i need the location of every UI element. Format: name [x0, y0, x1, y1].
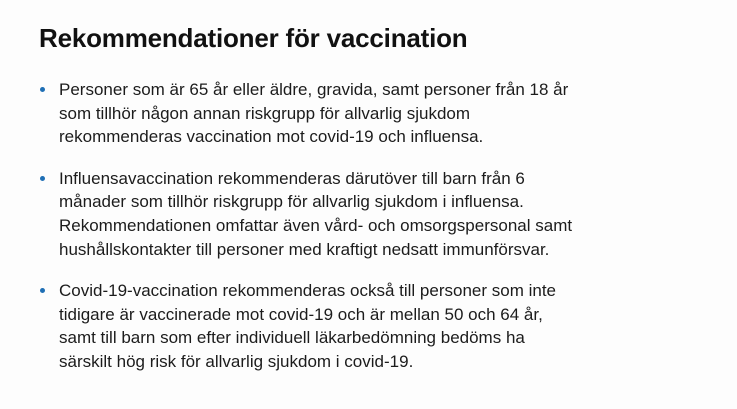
bullet-text-line: månader som tillhör riskgrupp för allvarlig sjukdom i influensa.	[59, 192, 524, 212]
bullet-text-line: tidigare är vaccinerade mot covid-19 och är mellan 50 och 64 år,	[59, 304, 543, 324]
bullet-text-line: särskilt hög risk för allvarlig sjukdom i covid-19.	[59, 351, 414, 371]
bullet-text-line: hushållskontakter till personer med kraftigt nedsatt immunförsvar.	[59, 239, 550, 259]
bullet-dot-icon	[40, 87, 45, 92]
slide-title: Rekommendationer för vaccination	[39, 23, 468, 53]
bullet-text-line: Covid-19-vaccination rekommenderas också till personer som inte	[59, 281, 556, 301]
bullet-dot-icon	[40, 176, 45, 181]
bullet-list	[39, 78, 697, 374]
bullet-text-line: samt till barn som efter individuell läkarbedömning bedöms ha	[59, 328, 525, 348]
bullet-text-line: Rekommendationen omfattar även vård- och omsorgspersonal samt	[59, 215, 573, 235]
bullet-item	[39, 279, 697, 373]
bullet-text-line: Influensavaccination rekommenderas därutöver till barn från 6	[59, 168, 525, 188]
bullet-item	[39, 167, 697, 261]
bullet-item	[39, 78, 697, 149]
bullet-text-line: Personer som är 65 år eller äldre, gravida, samt personer från 18 år	[59, 80, 569, 99]
bullet-dot-icon	[40, 288, 45, 293]
bullet-text-line: rekommenderas vaccination mot covid-19 och influensa.	[59, 127, 484, 147]
bullet-text-line: som tillhör någon annan riskgrupp för allvarlig sjukdom	[59, 103, 471, 123]
